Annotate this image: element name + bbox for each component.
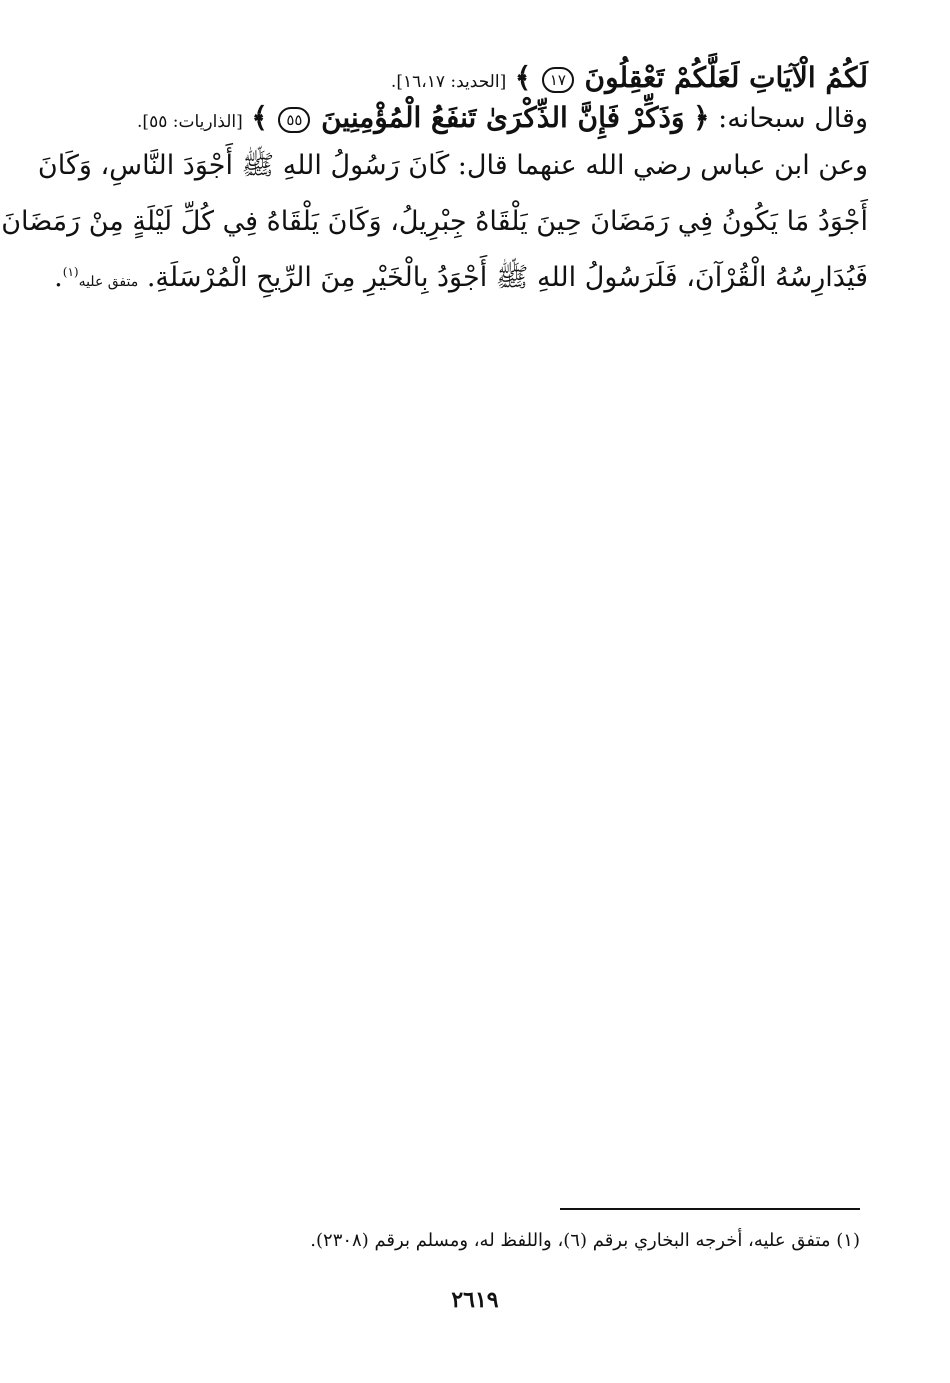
ayah-number-marker: ٥٥ (278, 107, 310, 133)
verse-line-1 (98, 58, 868, 98)
page-number: ٢٦١٩ (451, 1287, 499, 1313)
footnote-divider (560, 1208, 860, 1210)
surah-reference: [الذاريات: ٥٥]. (137, 112, 243, 132)
main-text (1, 58, 868, 306)
opening-ornate-bracket: ﴿ (693, 101, 710, 134)
closing-ornate-bracket: ﴾ (514, 61, 532, 94)
sentence-end: . (54, 262, 63, 293)
surah-reference: [الحديد: ١٦،١٧]. (390, 72, 507, 92)
footnote-reference: (١) (62, 265, 79, 279)
hadith-text: فَيُدَارِسُهُ الْقُرْآنَ، فَلَرَسُولُ اللهِ ﷺ أَجْوَدُ بِالْخَيْرِ مِنَ الرِّيحِ الْمُرْسَلَةِ. (146, 262, 868, 293)
quran-verse-text: وَذَكِّرْ فَإِنَّ الذِّكْرَىٰ تَنفَعُ الْمُؤْمِنِينَ (321, 101, 685, 134)
closing-ornate-bracket: ﴾ (251, 101, 268, 134)
verse-intro: وقال سبحانه: (718, 103, 868, 134)
hadith-line-1: وعن ابن عباس رضي الله عنهما قال: كَانَ رَسُولُ اللهِ ﷺ أَجْوَدَ النَّاسِ، وَكَانَ (37, 150, 868, 181)
hadith-line-3 (54, 250, 868, 306)
verse-line-2 (98, 98, 868, 138)
hadith-line-2: أَجْوَدُ مَا يَكُونُ فِي رَمَضَانَ حِينَ يَلْقَاهُ جِبْرِيلُ، وَكَانَ يَلْقَاهُ فِي كُلِّ لَيْلَةٍ مِنْ رَمَضَانَ (1, 206, 868, 237)
ayah-number-marker: ١٧ (542, 67, 574, 93)
quran-verse-text: لَكُمُ الْآيَاتِ لَعَلَّكُمْ تَعْقِلُونَ (584, 61, 868, 94)
footnote: (١) متفق عليه، أخرجه البخاري برقم (٦)، واللفظ له، ومسلم برقم (٢٣٠٨). (310, 1230, 860, 1251)
hadith-grading: متفق عليه (78, 274, 139, 290)
